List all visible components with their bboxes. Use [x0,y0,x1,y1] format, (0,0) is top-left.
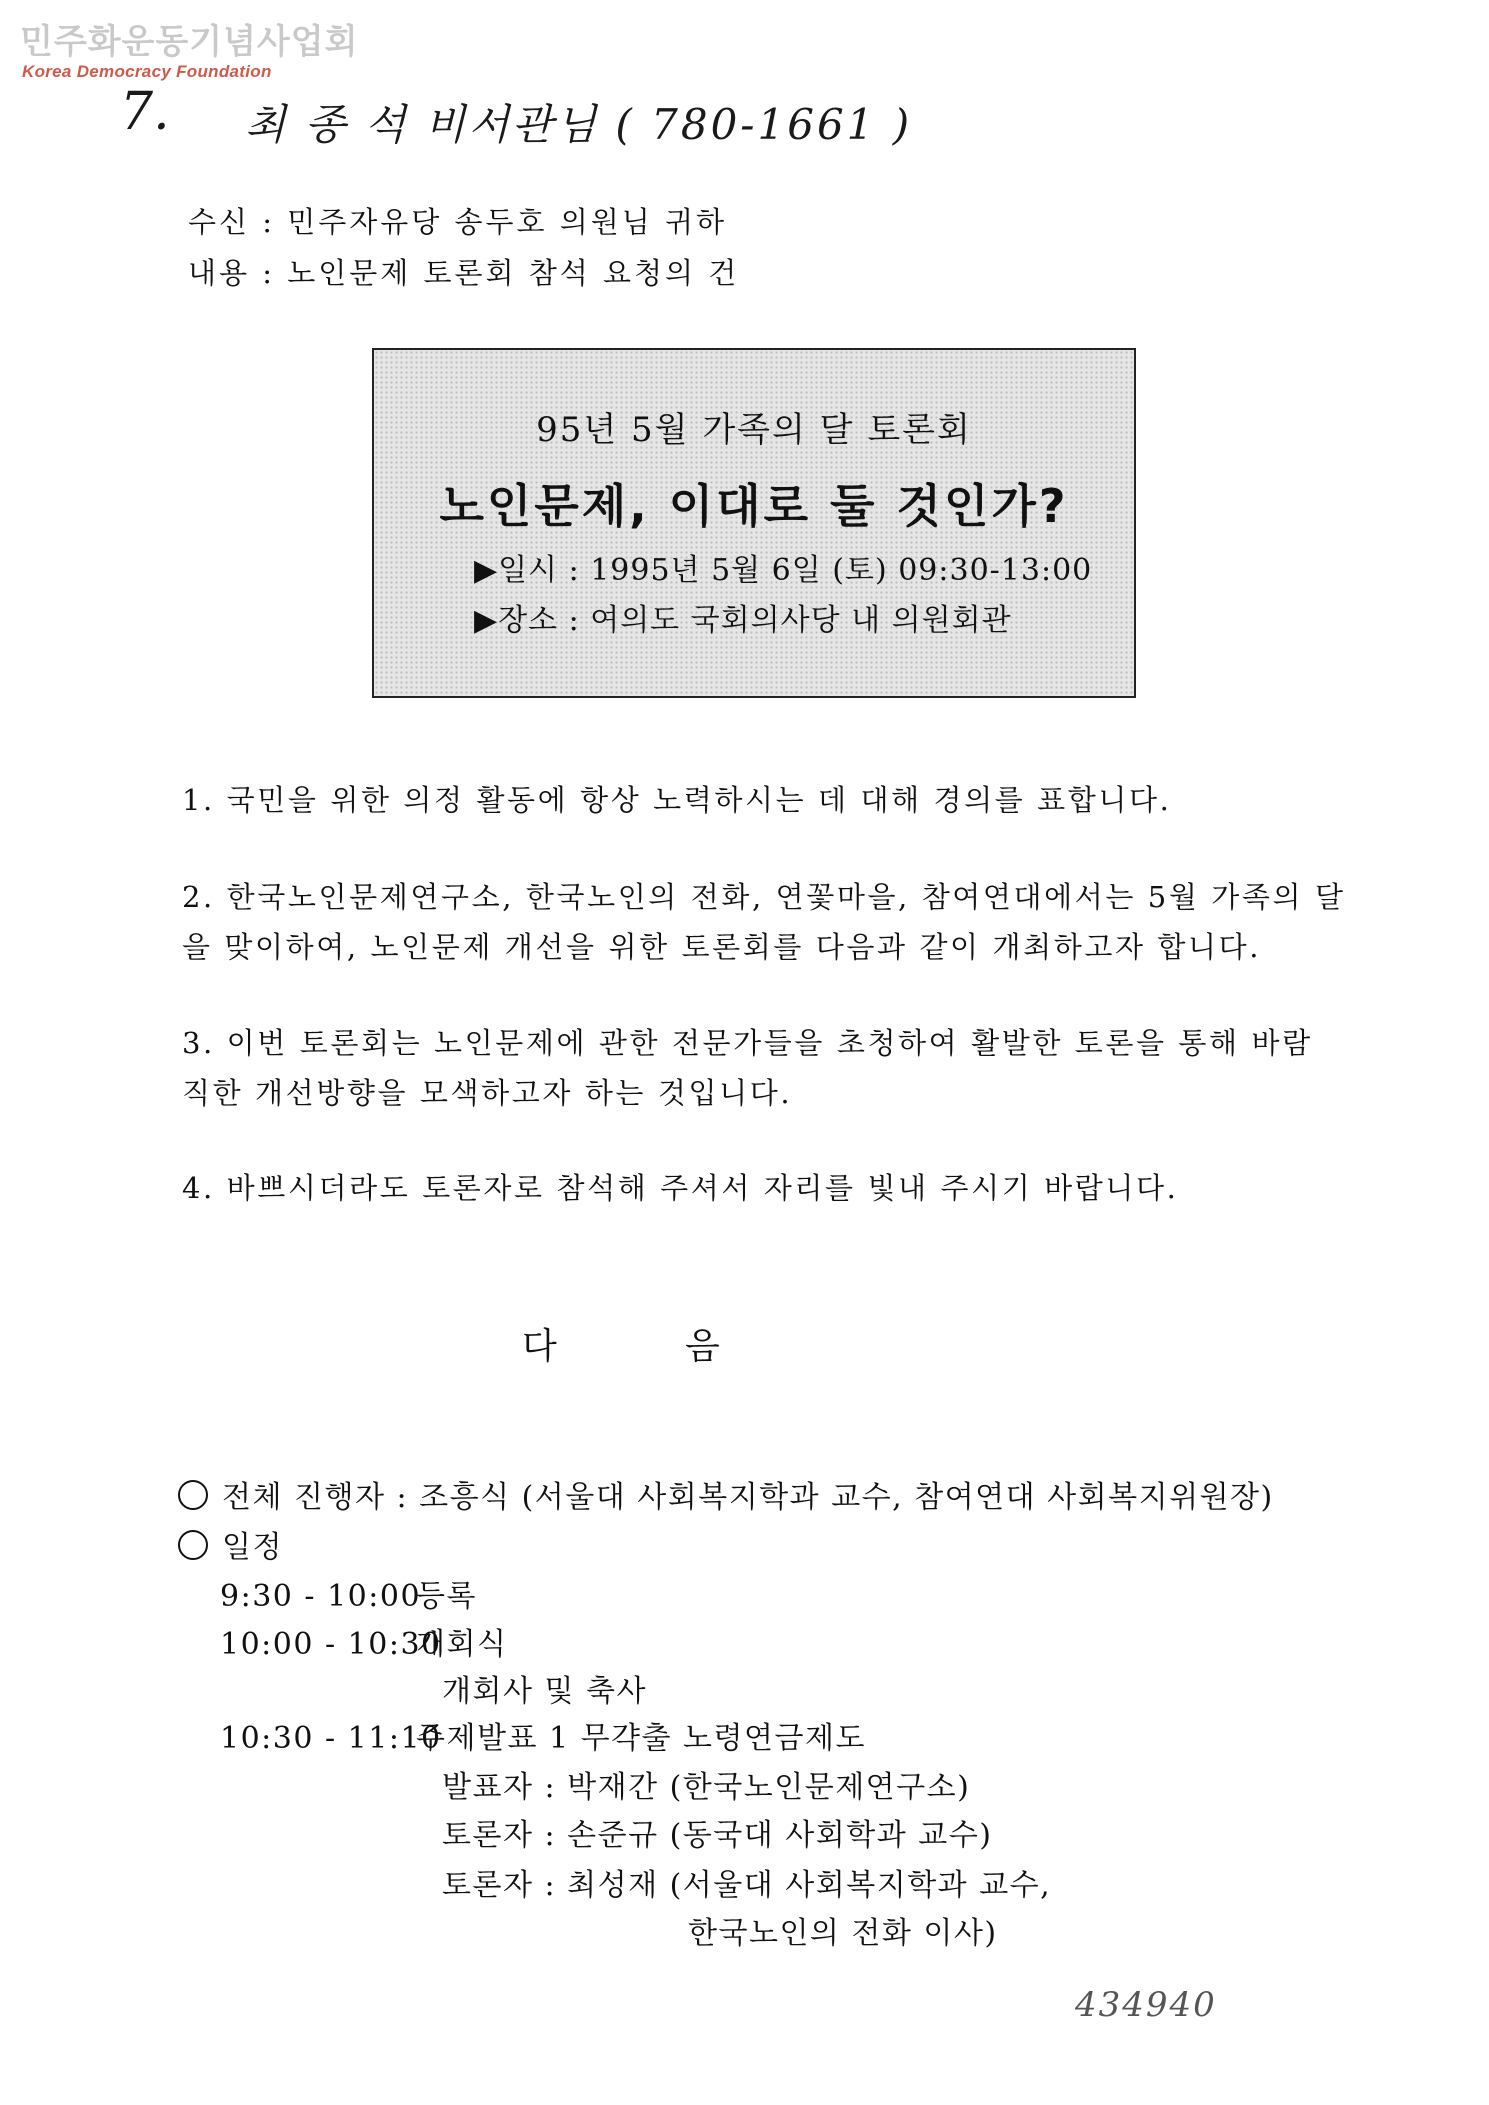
schedule-subitem: 발표자 : 박재간 (한국노인문제연구소) [442,1770,971,1805]
schedule-row [220,1713,866,1757]
document-number: 434940 [1075,1985,1217,2025]
paragraph-2-line1: 2. 한국노인문제연구소, 한국노인의 전화, 연꽃마을, 참여연대에서는 5월 가족의 달 [182,880,1346,914]
schedule-item: 주제발표 1 무갹출 노령연금제도 [416,1721,866,1756]
paragraph-3 [182,1018,1313,1118]
schedule-time: 10:30 - 11:10 [220,1721,442,1756]
schedule-time: 10:00 - 10:30 [220,1627,442,1662]
event-date: ▶일시 : 1995년 5월 6일 (토) 09:30-13:00 [474,553,1093,588]
program-host [178,1472,1274,1516]
event-info-box [372,348,1136,698]
circle-bullet-icon [178,1530,208,1560]
program-host-text: 전체 진행자 : 조흥식 (서울대 사회복지학과 교수, 참여연대 사회복지위원장) [222,1480,1274,1515]
schedule-subitem: 개회사 및 축사 [442,1674,647,1709]
circle-bullet-icon [178,1480,208,1510]
schedule-item: 개회식 [416,1627,508,1662]
recipient-line: 수신 : 민주자유당 송두호 의원님 귀하 [188,205,728,239]
subject-line: 내용 : 노인문제 토론회 참석 요청의 건 [188,256,740,290]
paragraph-2-line2: 을 맞이하여, 노인문제 개선을 위한 토론회를 다음과 같이 개최하고자 합니다. [182,930,1262,964]
watermark-logo-english: Korea Democracy Foundation [22,62,272,81]
event-subtitle: 95년 5월 가족의 달 토론회 [536,410,972,450]
event-place: ▶장소 : 여의도 국회의사당 내 의원회관 [474,603,1012,638]
paragraph-4-line1: 4. 바쁘시더라도 토론자로 참석해 주셔서 자리를 빛내 주시기 바랍니다. [182,1171,1179,1205]
paragraph-3-line2: 직한 개선방향을 모색하고자 하는 것입니다. [182,1076,793,1110]
watermark-logo-korean: 민주화운동기념사업회 [20,22,359,62]
paragraph-1-line1: 1. 국민을 위한 의정 활동에 항상 노력하시는 데 대해 경의를 표합니다. [182,783,1172,817]
schedule-heading-text: 일정 [222,1530,283,1565]
schedule-subitem: 토론자 : 손준규 (동국대 사회학과 교수) [442,1818,993,1853]
handwritten-to-mark: 7. [120,82,170,142]
schedule-row [220,1619,507,1663]
paragraph-1 [182,775,1171,825]
schedule-time: 9:30 - 10:00 [220,1579,422,1614]
next-heading-left: 다 [522,1326,557,1367]
schedule-heading [178,1522,283,1566]
paragraph-2 [182,872,1346,972]
next-heading-right: 음 [685,1326,720,1367]
schedule-item: 등록 [416,1579,477,1614]
schedule-subitem: 토론자 : 최성재 (서울대 사회복지학과 교수, [442,1868,1052,1903]
paragraph-4 [182,1163,1178,1213]
paragraph-3-line1: 3. 이번 토론회는 노인문제에 관한 전문가들을 초청하여 활발한 토론을 통해 바람 [182,1026,1313,1060]
schedule-subitem: 한국노인의 전화 이사) [688,1916,998,1951]
schedule-row [220,1571,477,1615]
event-title: 노인문제, 이대로 둘 것인가? [439,479,1069,533]
handwritten-note: 최 종 석 비서관님 ( 780-1661 ) [245,100,913,149]
